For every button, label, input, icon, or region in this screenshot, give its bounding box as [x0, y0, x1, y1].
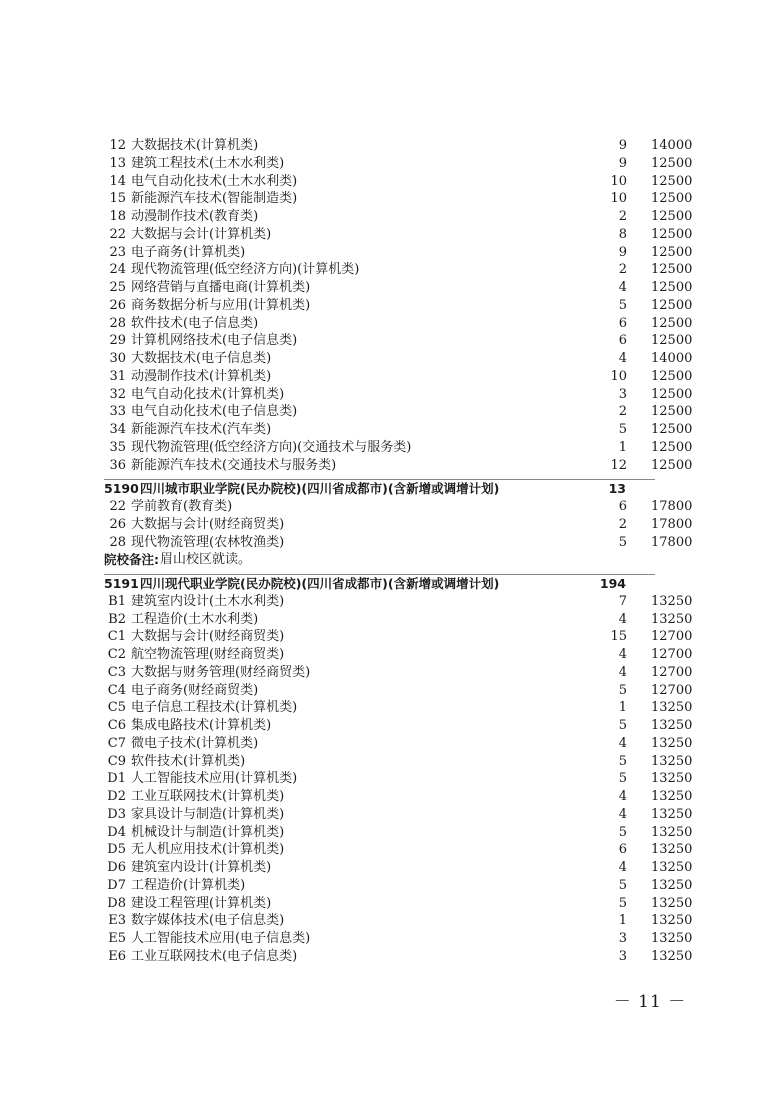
major-code: 15 [109, 191, 126, 207]
plan-count: 5 [618, 297, 627, 313]
major-row [0, 841, 777, 859]
major-code: 34 [109, 422, 126, 437]
major-name: 电子信息工程技术(计算机类) [131, 700, 298, 716]
major-row [0, 534, 777, 552]
major-row [0, 297, 777, 315]
major-row [0, 279, 777, 297]
tuition-fee: 12500 [651, 422, 693, 437]
major-row [0, 806, 777, 824]
major-name: 工业互联网技术(计算机类) [131, 789, 285, 804]
major-name: 人工智能技术应用(计算机类) [131, 771, 298, 787]
tuition-fee: 12700 [651, 682, 693, 698]
major-row [0, 682, 777, 700]
major-name: 现代物流管理(农林牧渔类) [131, 534, 285, 550]
tuition-fee: 12700 [651, 664, 693, 680]
major-row [0, 593, 777, 611]
major-code: 35 [109, 439, 126, 455]
major-row [0, 332, 777, 350]
plan-count: 4 [618, 280, 627, 295]
major-code: D7 [107, 877, 126, 893]
school-header [0, 575, 777, 593]
major-code: 23 [109, 244, 126, 260]
plan-count: 7 [618, 593, 627, 609]
tuition-fee: 12500 [651, 368, 693, 384]
major-code: 32 [109, 386, 126, 402]
major-code: B2 [108, 611, 126, 627]
major-name: 建筑工程技术(土木水利类) [131, 155, 285, 171]
plan-count: 4 [618, 647, 627, 662]
tuition-fee: 12500 [651, 155, 693, 171]
plan-count: 2 [618, 516, 627, 532]
major-name: 建设工程管理(计算机类) [131, 895, 272, 911]
tuition-fee: 17800 [651, 516, 693, 532]
major-row [0, 646, 777, 664]
tuition-fee: 13250 [651, 806, 693, 822]
plan-count: 6 [618, 499, 627, 514]
major-row [0, 244, 777, 262]
major-name: 现代物流管理(低空经济方向)(计算机类) [131, 262, 360, 278]
major-row [0, 664, 777, 682]
major-code: 14 [109, 173, 126, 189]
tuition-fee: 12500 [651, 280, 693, 295]
school-note-text: 眉山校区就读。 [160, 552, 252, 568]
major-code: 30 [109, 351, 126, 366]
plan-count: 5 [618, 824, 627, 840]
plan-count: 2 [618, 209, 627, 224]
tuition-fee: 13250 [651, 700, 693, 716]
plan-count: 6 [618, 315, 627, 331]
major-name: 数字媒体技术(电子信息类) [131, 913, 285, 929]
page-number: － 11 － [613, 992, 687, 1012]
major-row [0, 368, 777, 386]
major-code: C5 [107, 700, 126, 716]
school-header [0, 480, 777, 498]
plan-count: 10 [610, 173, 627, 189]
major-name: 大数据与财务管理(财经商贸类) [131, 664, 311, 680]
major-row [0, 137, 777, 155]
major-row [0, 421, 777, 439]
plan-count: 5 [618, 895, 627, 911]
plan-count: 8 [618, 226, 627, 242]
major-name: 动漫制作技术(计算机类) [131, 368, 272, 384]
plan-count: 3 [618, 948, 627, 964]
plan-count: 1 [618, 700, 627, 716]
plan-count: 9 [618, 155, 627, 171]
major-name: 工业互联网技术(电子信息类) [131, 948, 298, 964]
school-note [0, 551, 777, 569]
major-row [0, 350, 777, 368]
plan-count: 5 [618, 771, 627, 787]
major-name: 工程造价(计算机类) [131, 877, 246, 893]
tuition-fee: 12500 [651, 457, 693, 473]
plan-count: 5 [618, 682, 627, 698]
tuition-fee: 13250 [651, 842, 693, 858]
plan-count: 4 [618, 664, 627, 680]
plan-count: 12 [610, 457, 627, 473]
major-code: 29 [109, 333, 126, 349]
major-code: E3 [108, 913, 126, 929]
major-code: 28 [109, 534, 126, 550]
tuition-fee: 12500 [651, 226, 693, 242]
major-code: C4 [107, 682, 126, 698]
major-name: 软件技术(电子信息类) [131, 315, 259, 331]
major-row [0, 403, 777, 421]
plan-count: 2 [618, 262, 627, 278]
tuition-fee: 12500 [651, 297, 693, 313]
major-name: 电气自动化技术(电子信息类) [131, 404, 298, 420]
tuition-fee: 13250 [651, 895, 693, 911]
major-code: C3 [107, 664, 126, 680]
major-code: E6 [108, 948, 126, 964]
tuition-fee: 12700 [651, 629, 693, 645]
major-row [0, 948, 777, 966]
major-name: 集成电路技术(计算机类) [131, 718, 272, 733]
major-row [0, 315, 777, 333]
tuition-fee: 12500 [651, 173, 693, 189]
major-code: C1 [107, 629, 126, 645]
tuition-fee: 12500 [651, 439, 693, 455]
major-code: 36 [109, 457, 126, 473]
plan-count: 5 [618, 877, 627, 893]
tuition-fee: 13250 [651, 753, 693, 769]
plan-count: 4 [618, 351, 627, 366]
major-code: C7 [107, 735, 126, 751]
major-row [0, 386, 777, 404]
major-name: 建筑室内设计(计算机类) [131, 860, 272, 875]
major-row [0, 895, 777, 913]
major-code: C6 [107, 718, 126, 733]
tuition-fee: 17800 [651, 499, 693, 514]
major-name: 软件技术(计算机类) [131, 753, 246, 769]
tuition-fee: 13250 [651, 877, 693, 893]
plan-count: 4 [618, 735, 627, 751]
school-code: 5191 [104, 576, 139, 591]
major-row [0, 457, 777, 475]
major-code: E5 [108, 931, 126, 946]
tuition-fee: 13250 [651, 611, 693, 627]
major-row [0, 173, 777, 191]
tuition-fee: 12500 [651, 315, 693, 331]
major-code: 18 [109, 209, 126, 224]
major-row [0, 498, 777, 516]
major-row [0, 439, 777, 457]
tuition-fee: 13250 [651, 948, 693, 964]
major-name: 大数据与会计(计算机类) [131, 226, 272, 242]
major-code: D2 [107, 789, 126, 804]
major-code: D1 [107, 771, 126, 787]
major-row [0, 877, 777, 895]
major-name: 大数据与会计(财经商贸类) [131, 629, 285, 645]
tuition-fee: 12500 [651, 209, 693, 224]
major-code: 31 [109, 368, 126, 384]
major-name: 动漫制作技术(教育类) [131, 209, 259, 224]
plan-count: 4 [618, 860, 627, 875]
major-code: 24 [109, 262, 126, 278]
major-name: 电子商务(财经商贸类) [131, 682, 259, 698]
tuition-fee: 12500 [651, 333, 693, 349]
tuition-fee: 14000 [651, 351, 693, 366]
major-code: 26 [109, 297, 126, 313]
plan-count: 6 [618, 842, 627, 858]
plan-count: 15 [610, 629, 627, 645]
plan-count: 3 [618, 386, 627, 402]
tuition-fee: 12500 [651, 244, 693, 260]
major-code: 22 [109, 226, 126, 242]
major-code: D5 [107, 842, 126, 858]
plan-count: 4 [618, 789, 627, 804]
plan-count: 1 [618, 439, 627, 455]
plan-count: 2 [618, 404, 627, 420]
major-row [0, 717, 777, 735]
major-code: D6 [107, 860, 126, 875]
tuition-fee: 12500 [651, 262, 693, 278]
major-row [0, 208, 777, 226]
major-code: B1 [108, 593, 126, 609]
plan-count: 5 [618, 422, 627, 437]
major-row [0, 824, 777, 842]
major-name: 人工智能技术应用(电子信息类) [131, 931, 311, 946]
tuition-fee: 13250 [651, 789, 693, 804]
plan-count: 6 [618, 333, 627, 349]
tuition-fee: 13250 [651, 735, 693, 751]
major-name: 电子商务(计算机类) [131, 244, 246, 260]
tuition-fee: 13250 [651, 771, 693, 787]
major-row [0, 155, 777, 173]
plan-count: 5 [618, 753, 627, 769]
tuition-fee: 12500 [651, 404, 693, 420]
major-code: 13 [109, 155, 126, 171]
major-row [0, 788, 777, 806]
major-name: 计算机网络技术(电子信息类) [131, 333, 298, 349]
plan-count: 5 [618, 534, 627, 550]
major-name: 家具设计与制造(计算机类) [131, 806, 285, 822]
tuition-fee: 17800 [651, 534, 693, 550]
tuition-fee: 14000 [651, 138, 693, 153]
major-row [0, 753, 777, 771]
major-row [0, 770, 777, 788]
tuition-fee: 13250 [651, 913, 693, 929]
major-code: 33 [109, 404, 126, 420]
major-name: 电气自动化技术(土木水利类) [131, 173, 298, 189]
tuition-fee: 13250 [651, 718, 693, 733]
major-name: 无人机应用技术(计算机类) [131, 842, 285, 858]
major-code: 22 [109, 499, 126, 514]
major-name: 微电子技术(计算机类) [131, 735, 259, 751]
plan-count: 3 [618, 931, 627, 946]
school-code: 5190 [104, 481, 139, 497]
major-code: D8 [107, 895, 126, 911]
tuition-fee: 13250 [651, 931, 693, 946]
enrollment-plan-list [0, 137, 777, 966]
major-name: 新能源汽车技术(智能制造类) [131, 191, 298, 207]
school-name: 四川城市职业学院(民办院校)(四川省成都市)(含新增或调增计划) [140, 481, 500, 497]
major-row [0, 930, 777, 948]
major-code: 12 [109, 138, 126, 153]
major-name: 大数据技术(计算机类) [131, 138, 259, 153]
school-note-label: 院校备注: [104, 552, 159, 568]
plan-count: 5 [618, 718, 627, 733]
major-name: 学前教育(教育类) [131, 499, 233, 514]
plan-count: 10 [610, 191, 627, 207]
tuition-fee: 12700 [651, 647, 693, 662]
plan-count: 10 [610, 368, 627, 384]
major-name: 新能源汽车技术(汽车类) [131, 422, 272, 437]
plan-count: 4 [618, 806, 627, 822]
major-code: D3 [107, 806, 126, 822]
major-code: D4 [107, 824, 126, 840]
major-name: 商务数据分析与应用(计算机类) [131, 297, 311, 313]
school-total-count: 13 [608, 481, 626, 497]
tuition-fee: 12500 [651, 191, 693, 207]
major-name: 工程造价(土木水利类) [131, 611, 259, 627]
major-code: C2 [107, 647, 126, 662]
tuition-fee: 13250 [651, 824, 693, 840]
school-total-count: 194 [599, 576, 626, 591]
major-name: 建筑室内设计(土木水利类) [131, 593, 285, 609]
major-code: 25 [109, 280, 126, 295]
tuition-fee: 13250 [651, 593, 693, 609]
major-row [0, 628, 777, 646]
school-name: 四川现代职业学院(民办院校)(四川省成都市)(含新增或调增计划) [140, 576, 500, 591]
major-name: 机械设计与制造(计算机类) [131, 824, 285, 840]
major-row [0, 611, 777, 629]
major-row [0, 859, 777, 877]
major-row [0, 912, 777, 930]
major-name: 电气自动化技术(计算机类) [131, 386, 285, 402]
major-name: 现代物流管理(低空经济方向)(交通技术与服务类) [131, 439, 412, 455]
tuition-fee: 12500 [651, 386, 693, 402]
plan-count: 9 [618, 138, 627, 153]
major-name: 网络营销与直播电商(计算机类) [131, 280, 311, 295]
tuition-fee: 13250 [651, 860, 693, 875]
major-row [0, 735, 777, 753]
major-name: 大数据技术(电子信息类) [131, 351, 272, 366]
major-row [0, 226, 777, 244]
major-name: 航空物流管理(财经商贸类) [131, 647, 285, 662]
major-name: 大数据与会计(财经商贸类) [131, 516, 285, 532]
major-code: C9 [107, 753, 126, 769]
major-row [0, 261, 777, 279]
plan-count: 9 [618, 244, 627, 260]
major-row [0, 699, 777, 717]
major-code: 26 [109, 516, 126, 532]
major-code: 28 [109, 315, 126, 331]
major-name: 新能源汽车技术(交通技术与服务类) [131, 457, 337, 473]
major-row [0, 190, 777, 208]
plan-count: 1 [618, 913, 627, 929]
plan-count: 4 [618, 611, 627, 627]
major-row [0, 516, 777, 534]
